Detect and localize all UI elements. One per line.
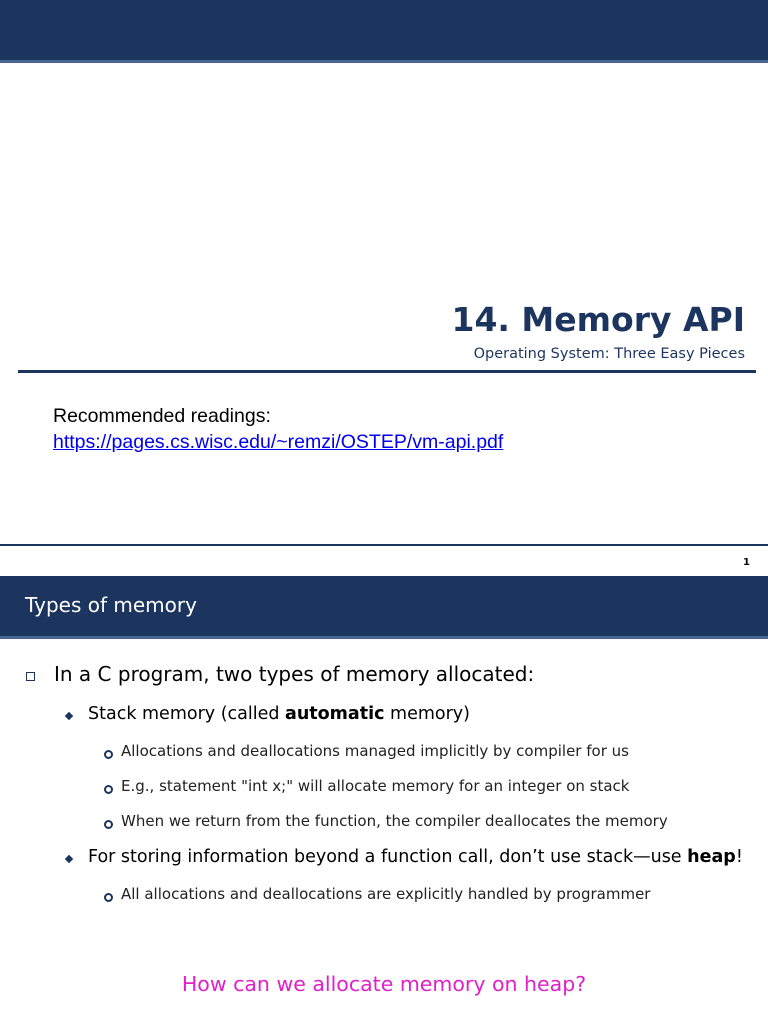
recommended-readings bbox=[53, 403, 503, 455]
heap-prefix: For storing information beyond a function call, don’t use stack—use bbox=[88, 847, 688, 867]
question-text: How can we allocate memory on heap? bbox=[181, 972, 587, 996]
square-bullet-icon bbox=[26, 672, 35, 681]
sub-bullet-text: When we return from the function, the compiler deallocates the memory bbox=[121, 812, 668, 830]
slide-title: 14. Memory API bbox=[451, 300, 745, 339]
bullet-text: In a C program, two types of memory allocated: bbox=[54, 662, 535, 686]
stack-bold: automatic bbox=[285, 704, 385, 724]
circle-bullet-icon bbox=[104, 820, 113, 829]
heap-suffix: ! bbox=[735, 847, 743, 867]
diamond-bullet-icon bbox=[65, 712, 73, 720]
footer-divider bbox=[0, 544, 768, 546]
stack-prefix: Stack memory (called bbox=[88, 704, 286, 724]
top-banner bbox=[0, 0, 768, 63]
readings-link[interactable]: https://pages.cs.wisc.edu/~remzi/OSTEP/vm-api.pdf bbox=[53, 431, 504, 453]
circle-bullet-icon bbox=[104, 785, 113, 794]
slide-header bbox=[0, 576, 768, 639]
slide-subtitle: Operating System: Three Easy Pieces bbox=[473, 346, 745, 362]
circle-bullet-icon bbox=[104, 750, 113, 759]
heap-line bbox=[88, 847, 743, 867]
content-slide bbox=[0, 576, 768, 1024]
title-divider bbox=[18, 370, 756, 373]
stack-suffix: memory) bbox=[384, 704, 470, 724]
slide-heading: Types of memory bbox=[25, 593, 197, 617]
diamond-bullet-icon bbox=[65, 855, 73, 863]
stack-memory-line bbox=[88, 704, 470, 724]
heap-bold: heap bbox=[687, 847, 736, 867]
sub-bullet-text: E.g., statement "int x;" will allocate memory for an integer on stack bbox=[121, 777, 630, 795]
sub-bullet-text: Allocations and deallocations managed implicitly by compiler for us bbox=[121, 742, 629, 760]
sub-bullet-text: All allocations and deallocations are explicitly handled by programmer bbox=[121, 885, 651, 903]
page-number: 1 bbox=[743, 557, 750, 568]
readings-label: Recommended readings: bbox=[53, 405, 271, 427]
circle-bullet-icon bbox=[104, 893, 113, 902]
